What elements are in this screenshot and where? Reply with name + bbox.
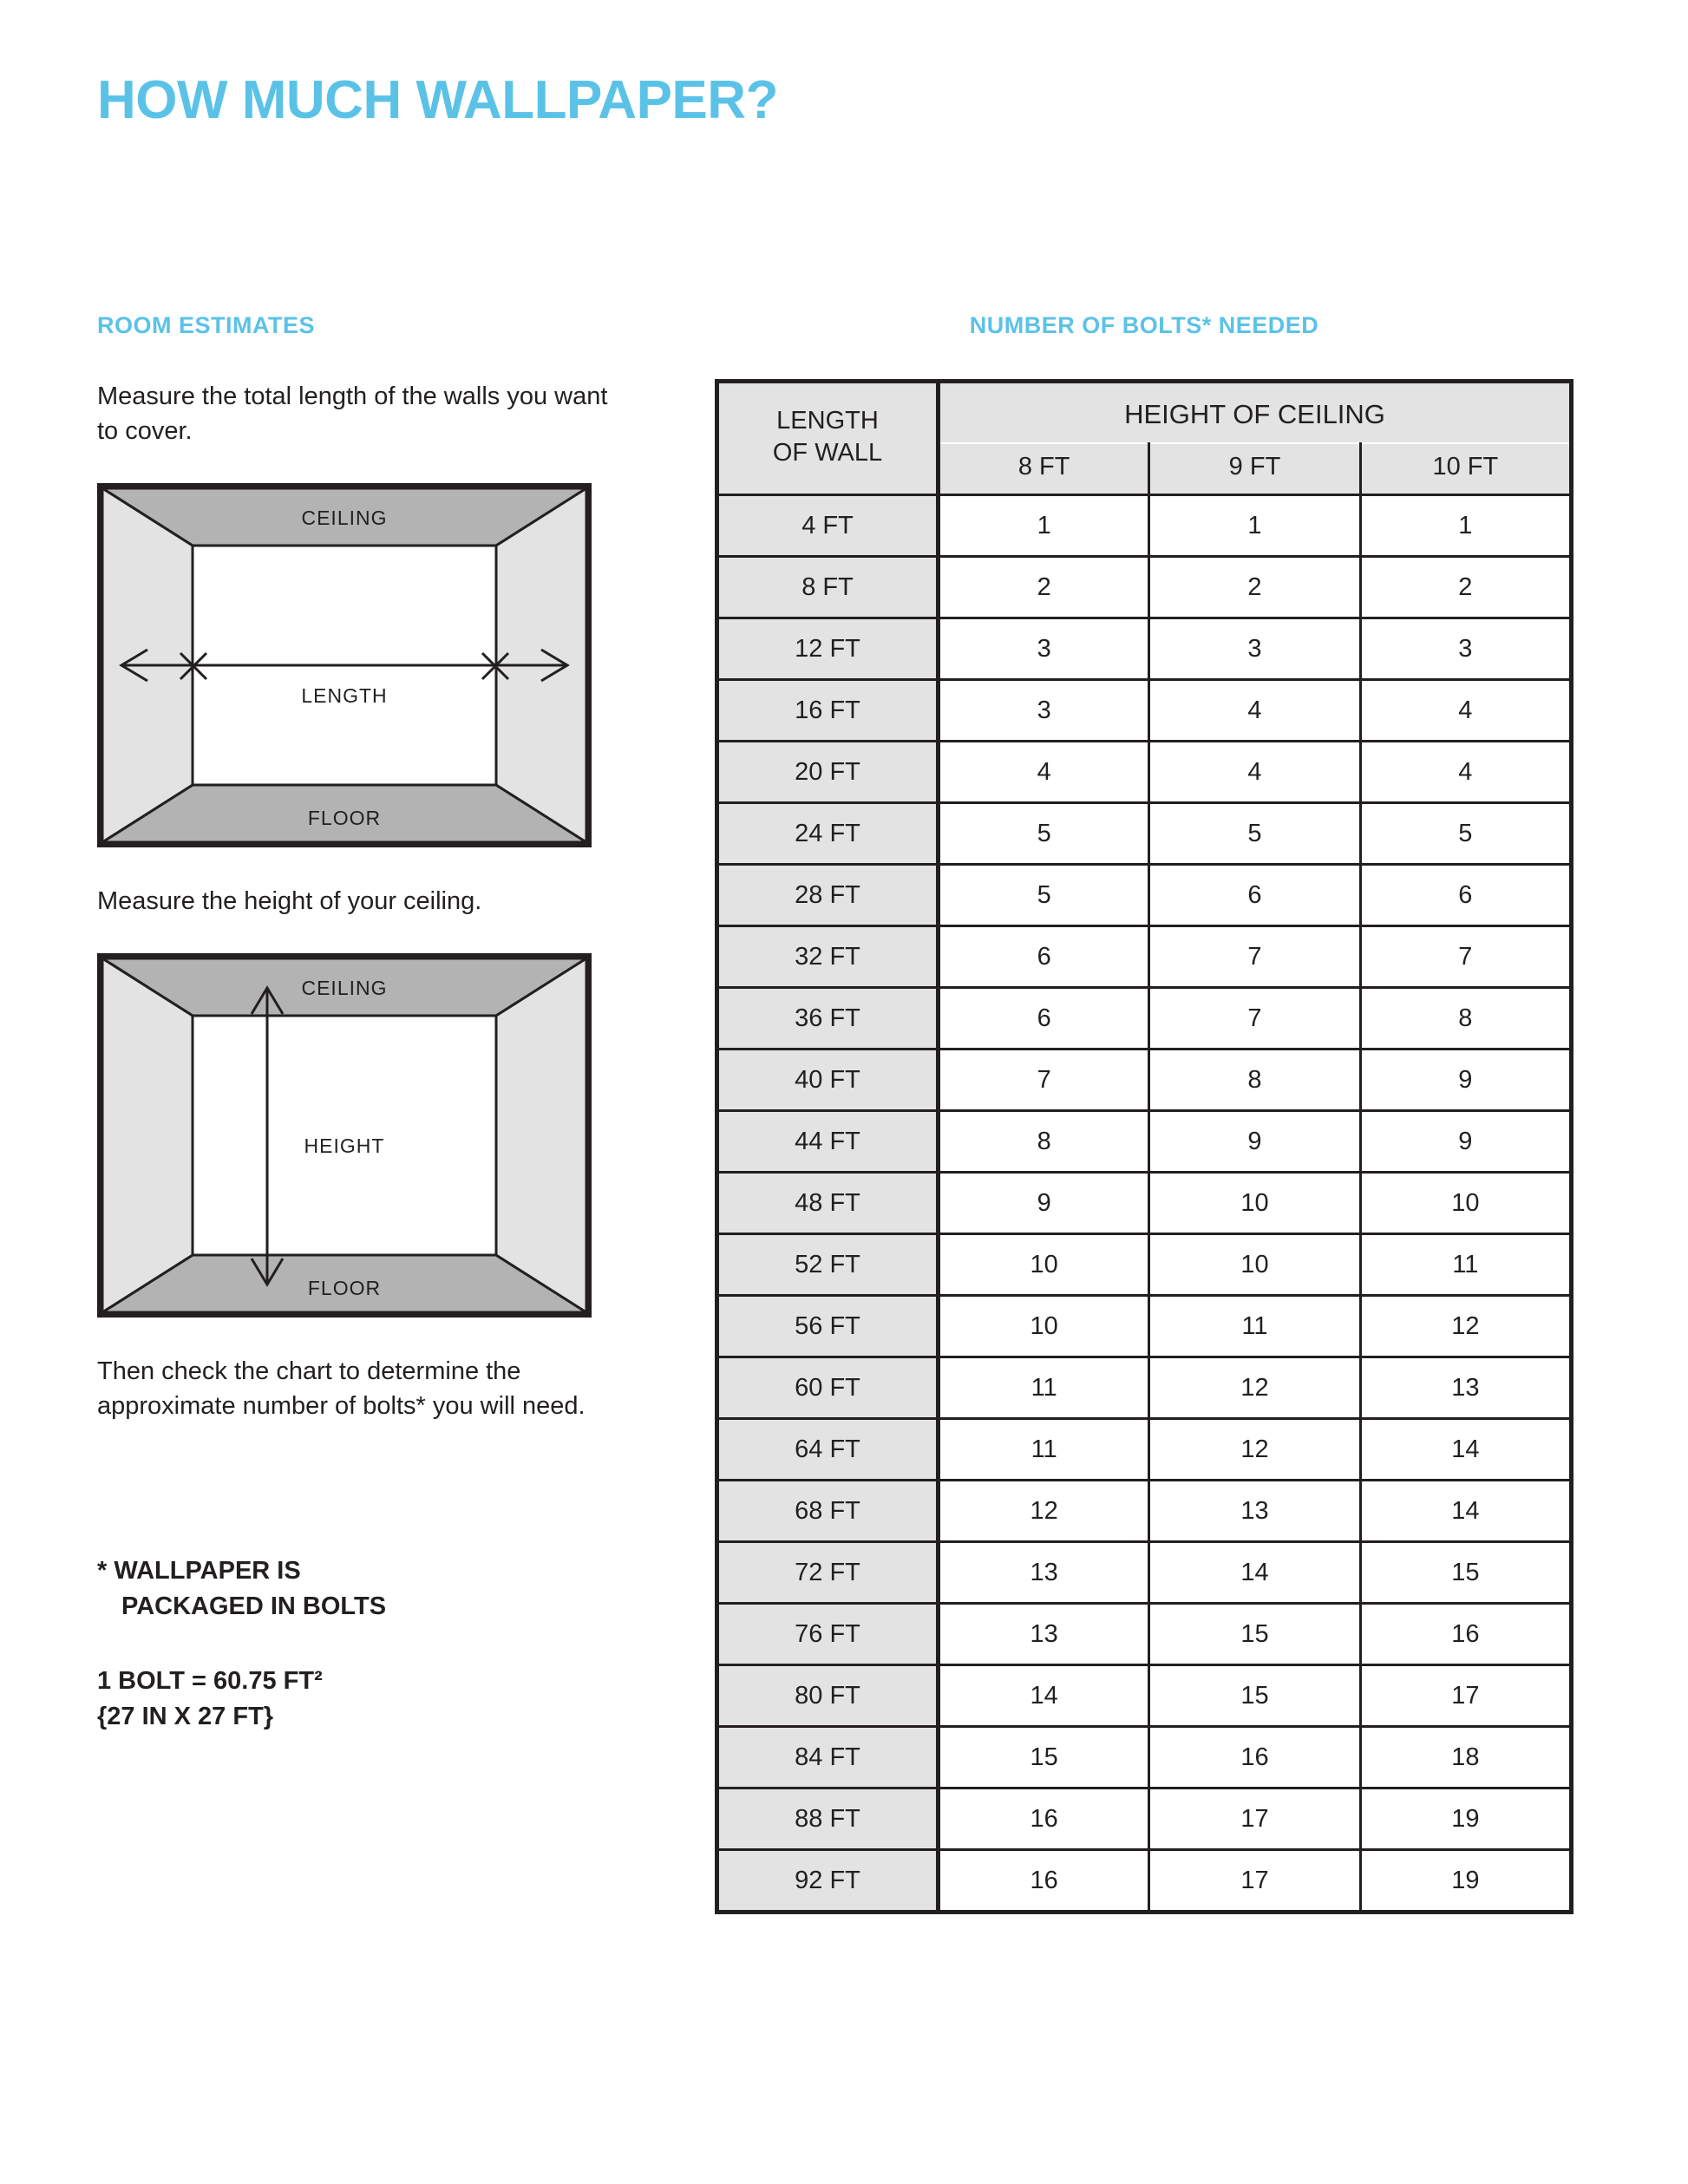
table-row bbox=[717, 1419, 1572, 1481]
cell-length: 12 FT bbox=[717, 618, 939, 680]
footnote-line-4: {27 IN X 27 FT} bbox=[97, 1702, 274, 1730]
cell-10ft: 9 bbox=[1360, 1049, 1571, 1111]
cell-9ft: 14 bbox=[1149, 1542, 1360, 1604]
header-9ft: 9 FT bbox=[1149, 443, 1360, 495]
header-10ft: 10 FT bbox=[1360, 443, 1571, 495]
cell-9ft: 10 bbox=[1149, 1173, 1360, 1234]
cell-9ft: 11 bbox=[1149, 1296, 1360, 1357]
header-length-of-wall bbox=[717, 382, 939, 495]
cell-length: 28 FT bbox=[717, 865, 939, 926]
cell-10ft: 9 bbox=[1360, 1111, 1571, 1173]
diagram-label-length: LENGTH bbox=[301, 684, 388, 708]
cell-9ft: 16 bbox=[1149, 1727, 1360, 1788]
cell-8ft: 6 bbox=[939, 926, 1149, 988]
cell-length: 76 FT bbox=[717, 1604, 939, 1665]
instruction-check-chart: Then check the chart to determine the approximate number of bolts* you will need. bbox=[97, 1357, 586, 1421]
table-row bbox=[717, 1604, 1572, 1665]
cell-length: 16 FT bbox=[717, 680, 939, 742]
table-header-row-group bbox=[717, 382, 1572, 444]
cell-length: 92 FT bbox=[717, 1850, 939, 1913]
footnote-line-1: * WALLPAPER IS bbox=[97, 1557, 301, 1586]
cell-9ft: 6 bbox=[1149, 865, 1360, 926]
cell-length: 84 FT bbox=[717, 1727, 939, 1788]
cell-length: 8 FT bbox=[717, 557, 939, 618]
cell-10ft: 18 bbox=[1360, 1727, 1571, 1788]
table-row bbox=[717, 1234, 1572, 1296]
cell-10ft: 19 bbox=[1360, 1850, 1571, 1913]
cell-10ft: 4 bbox=[1360, 680, 1571, 742]
header-height-of-ceiling: HEIGHT OF CEILING bbox=[939, 382, 1572, 444]
cell-length: 64 FT bbox=[717, 1419, 939, 1481]
cell-8ft: 10 bbox=[939, 1234, 1149, 1296]
cell-8ft: 5 bbox=[939, 865, 1149, 926]
table-row bbox=[717, 1357, 1572, 1419]
cell-length: 48 FT bbox=[717, 1173, 939, 1234]
room-diagram-height bbox=[97, 953, 592, 1318]
header-8ft: 8 FT bbox=[939, 443, 1149, 495]
cell-8ft: 12 bbox=[939, 1481, 1149, 1542]
room-diagram-length bbox=[97, 483, 592, 847]
table-row bbox=[717, 1111, 1572, 1173]
cell-9ft: 7 bbox=[1149, 926, 1360, 988]
cell-10ft: 6 bbox=[1360, 865, 1571, 926]
cell-9ft: 5 bbox=[1149, 803, 1360, 865]
cell-8ft: 3 bbox=[939, 618, 1149, 680]
cell-10ft: 17 bbox=[1360, 1665, 1571, 1727]
cell-10ft: 8 bbox=[1360, 988, 1571, 1049]
cell-10ft: 13 bbox=[1360, 1357, 1571, 1419]
cell-9ft: 12 bbox=[1149, 1419, 1360, 1481]
table-row bbox=[717, 557, 1572, 618]
section-title-bolts-needed: NUMBER OF BOLTS* NEEDED bbox=[969, 312, 1319, 338]
cell-length: 4 FT bbox=[717, 495, 939, 557]
cell-8ft: 2 bbox=[939, 557, 1149, 618]
cell-10ft: 1 bbox=[1360, 495, 1571, 557]
cell-10ft: 16 bbox=[1360, 1604, 1571, 1665]
cell-8ft: 6 bbox=[939, 988, 1149, 1049]
cell-length: 20 FT bbox=[717, 742, 939, 803]
section-title-room-estimates: ROOM ESTIMATES bbox=[97, 312, 316, 338]
cell-10ft: 3 bbox=[1360, 618, 1571, 680]
table-row bbox=[717, 1665, 1572, 1727]
cell-8ft: 7 bbox=[939, 1049, 1149, 1111]
table-row bbox=[717, 1173, 1572, 1234]
table-row bbox=[717, 988, 1572, 1049]
table-row bbox=[717, 1788, 1572, 1850]
instruction-measure-length: Measure the total length of the walls you want to cover. bbox=[97, 383, 608, 446]
instruction-measure-height: Measure the height of your ceiling. bbox=[97, 887, 482, 916]
cell-9ft: 1 bbox=[1149, 495, 1360, 557]
cell-8ft: 9 bbox=[939, 1173, 1149, 1234]
cell-9ft: 15 bbox=[1149, 1665, 1360, 1727]
cell-8ft: 15 bbox=[939, 1727, 1149, 1788]
table-row bbox=[717, 1727, 1572, 1788]
table-row bbox=[717, 1296, 1572, 1357]
cell-length: 44 FT bbox=[717, 1111, 939, 1173]
cell-9ft: 4 bbox=[1149, 742, 1360, 803]
room-estimates-column bbox=[97, 312, 635, 1734]
diagram-label-floor-2: FLOOR bbox=[307, 1277, 382, 1300]
cell-8ft: 1 bbox=[939, 495, 1149, 557]
table-row bbox=[717, 1049, 1572, 1111]
cell-length: 72 FT bbox=[717, 1542, 939, 1604]
cell-8ft: 10 bbox=[939, 1296, 1149, 1357]
diagram-label-height: HEIGHT bbox=[304, 1135, 385, 1158]
cell-9ft: 7 bbox=[1149, 988, 1360, 1049]
cell-8ft: 14 bbox=[939, 1665, 1149, 1727]
cell-9ft: 10 bbox=[1149, 1234, 1360, 1296]
footnote-line-2: PACKAGED IN BOLTS bbox=[121, 1592, 387, 1620]
cell-length: 36 FT bbox=[717, 988, 939, 1049]
cell-9ft: 13 bbox=[1149, 1481, 1360, 1542]
cell-10ft: 4 bbox=[1360, 742, 1571, 803]
cell-length: 60 FT bbox=[717, 1357, 939, 1419]
header-length-line1: LENGTH bbox=[776, 407, 879, 435]
cell-8ft: 8 bbox=[939, 1111, 1149, 1173]
page-title: HOW MUCH WALLPAPER? bbox=[97, 70, 778, 130]
bolts-table bbox=[715, 379, 1574, 1914]
table-row bbox=[717, 1481, 1572, 1542]
bolts-table-body bbox=[717, 495, 1572, 1913]
cell-length: 56 FT bbox=[717, 1296, 939, 1357]
cell-9ft: 17 bbox=[1149, 1850, 1360, 1913]
cell-length: 88 FT bbox=[717, 1788, 939, 1850]
cell-10ft: 11 bbox=[1360, 1234, 1571, 1296]
diagram-label-ceiling: CEILING bbox=[301, 507, 388, 530]
cell-9ft: 8 bbox=[1149, 1049, 1360, 1111]
cell-8ft: 13 bbox=[939, 1542, 1149, 1604]
cell-10ft: 5 bbox=[1360, 803, 1571, 865]
cell-length: 40 FT bbox=[717, 1049, 939, 1111]
cell-length: 32 FT bbox=[717, 926, 939, 988]
cell-8ft: 11 bbox=[939, 1357, 1149, 1419]
cell-10ft: 15 bbox=[1360, 1542, 1571, 1604]
table-row bbox=[717, 618, 1572, 680]
table-row bbox=[717, 865, 1572, 926]
footnote-bolts bbox=[97, 1553, 635, 1624]
table-row bbox=[717, 680, 1572, 742]
cell-length: 80 FT bbox=[717, 1665, 939, 1727]
cell-8ft: 5 bbox=[939, 803, 1149, 865]
bolts-table-head bbox=[717, 382, 1572, 495]
cell-9ft: 17 bbox=[1149, 1788, 1360, 1850]
cell-length: 52 FT bbox=[717, 1234, 939, 1296]
diagram-label-ceiling-2: CEILING bbox=[301, 977, 388, 1000]
cell-9ft: 2 bbox=[1149, 557, 1360, 618]
table-row bbox=[717, 1542, 1572, 1604]
table-row bbox=[717, 495, 1572, 557]
cell-8ft: 16 bbox=[939, 1788, 1149, 1850]
cell-10ft: 14 bbox=[1360, 1481, 1571, 1542]
cell-10ft: 14 bbox=[1360, 1419, 1571, 1481]
table-row bbox=[717, 803, 1572, 865]
header-length-line2: OF WALL bbox=[772, 438, 883, 467]
table-row bbox=[717, 926, 1572, 988]
cell-9ft: 15 bbox=[1149, 1604, 1360, 1665]
diagram-label-floor: FLOOR bbox=[307, 807, 382, 830]
cell-10ft: 19 bbox=[1360, 1788, 1571, 1850]
table-row bbox=[717, 742, 1572, 803]
cell-length: 24 FT bbox=[717, 803, 939, 865]
cell-8ft: 16 bbox=[939, 1850, 1149, 1913]
cell-8ft: 4 bbox=[939, 742, 1149, 803]
cell-8ft: 11 bbox=[939, 1419, 1149, 1481]
cell-9ft: 9 bbox=[1149, 1111, 1360, 1173]
cell-length: 68 FT bbox=[717, 1481, 939, 1542]
cell-10ft: 7 bbox=[1360, 926, 1571, 988]
cell-10ft: 10 bbox=[1360, 1173, 1571, 1234]
cell-9ft: 12 bbox=[1149, 1357, 1360, 1419]
footnote-bolt-size bbox=[97, 1664, 635, 1734]
table-row bbox=[717, 1850, 1572, 1913]
cell-8ft: 13 bbox=[939, 1604, 1149, 1665]
footnote-line-3: 1 BOLT = 60.75 FT² bbox=[97, 1667, 323, 1696]
cell-8ft: 3 bbox=[939, 680, 1149, 742]
cell-10ft: 12 bbox=[1360, 1296, 1571, 1357]
bolts-table-container bbox=[715, 312, 1574, 1914]
cell-9ft: 4 bbox=[1149, 680, 1360, 742]
cell-10ft: 2 bbox=[1360, 557, 1571, 618]
cell-9ft: 3 bbox=[1149, 618, 1360, 680]
